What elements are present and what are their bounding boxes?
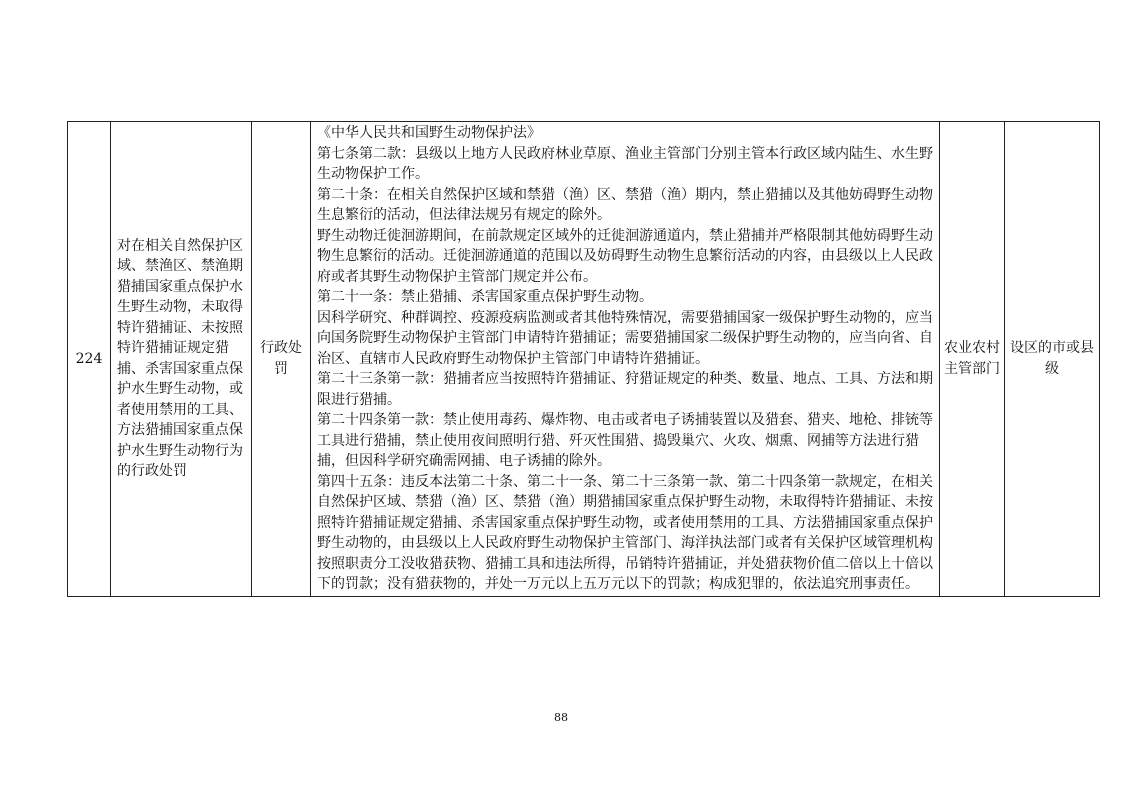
table-row bbox=[68, 122, 1100, 597]
responsible-department: 农业农村主管部门 bbox=[940, 122, 1005, 597]
legal-basis-article-21-para-2: 因科学研究、种群调控、疫源疫病监测或者其他特殊情况，需要猎捕国家一级保护野生动物的，应当向国务院野生动物保护主管部门申请特许猎捕证；需要猎捕国家二级保护野生动物的，应当向省、自治区、直辖市人民政府野生动物保护主管部门申请特许猎捕证。 bbox=[317, 309, 933, 367]
administrative-level: 设区的市或县级 bbox=[1005, 122, 1100, 597]
legal-basis-article-45: 第四十五条：违反本法第二十条、第二十一条、第二十三条第一款、第二十四条第一款规定，在相关自然保护区域、禁猎（渔）区、禁猎（渔）期猎捕国家重点保护野生动物，未取得特许猎捕证、未按照特许猎捕证规定猎捕、杀害国家重点保护野生动物，或者使用禁用的工具、方法猎捕国家重点保护野生动物的，由县级以上人民政府野生动物保护主管部门、海洋执法部门或者有关保护区域管理机构按照职责分工没收猎获物、猎捕工具和违法所得，吊销特许猎捕证，并处猎获物价值二倍以上十倍以下的罚款；没有猎获物的，并处一万元以上五万元以下的罚款；构成犯罪的，依法追究刑事责任。 bbox=[317, 473, 933, 592]
legal-basis-article-20: 第二十条：在相关自然保护区域和禁猎（渔）区、禁猎（渔）期内，禁止猎捕以及其他妨碍野生动物生息繁衍的活动，但法律法规另有规定的除外。 bbox=[317, 186, 933, 223]
legal-basis bbox=[311, 122, 940, 597]
item-number: 224 bbox=[68, 122, 111, 597]
regulation-table bbox=[67, 121, 1100, 597]
item-name: 对在相关自然保护区域、禁渔区、禁渔期猎捕国家重点保护水生野生动物，未取得特许猎捕证、未按照特许猎捕证规定猎捕、杀害国家重点保护水生野生动物，或者使用禁用的工具、方法猎捕国家重点保护水生野生动物行为的行政处罚 bbox=[111, 122, 252, 597]
legal-basis-law-title: 《中华人民共和国野生动物保护法》 bbox=[317, 125, 541, 141]
legal-basis-article-7: 第七条第二款：县级以上地方人民政府林业草原、渔业主管部门分别主管本行政区域内陆生、水生野生动物保护工作。 bbox=[317, 145, 933, 182]
legal-basis-article-21: 第二十一条：禁止猎捕、杀害国家重点保护野生动物。 bbox=[317, 289, 653, 305]
page-number: 88 bbox=[554, 711, 568, 724]
item-category: 行政处罚 bbox=[252, 122, 311, 597]
legal-basis-article-24: 第二十四条第一款：禁止使用毒药、爆炸物、电击或者电子诱捕装置以及猎套、猎夹、地枪、排铳等工具进行猎捕，禁止使用夜间照明行猎、歼灭性围猎、捣毁巢穴、火攻、烟熏、网捕等方法进行猎捕，但因科学研究确需网捕、电子诱捕的除外。 bbox=[317, 412, 933, 469]
legal-basis-article-20-para-2: 野生动物迁徙洄游期间，在前款规定区域外的迁徙洄游通道内，禁止猎捕并严格限制其他妨碍野生动物生息繁衍的活动。迁徙洄游通道的范围以及妨碍野生动物生息繁衍活动的内容，由县级以上人民政府或者其野生动物保护主管部门规定并公布。 bbox=[317, 227, 933, 285]
legal-basis-article-23: 第二十三条第一款：猎捕者应当按照特许猎捕证、狩猎证规定的种类、数量、地点、工具、方法和期限进行猎捕。 bbox=[317, 371, 933, 408]
